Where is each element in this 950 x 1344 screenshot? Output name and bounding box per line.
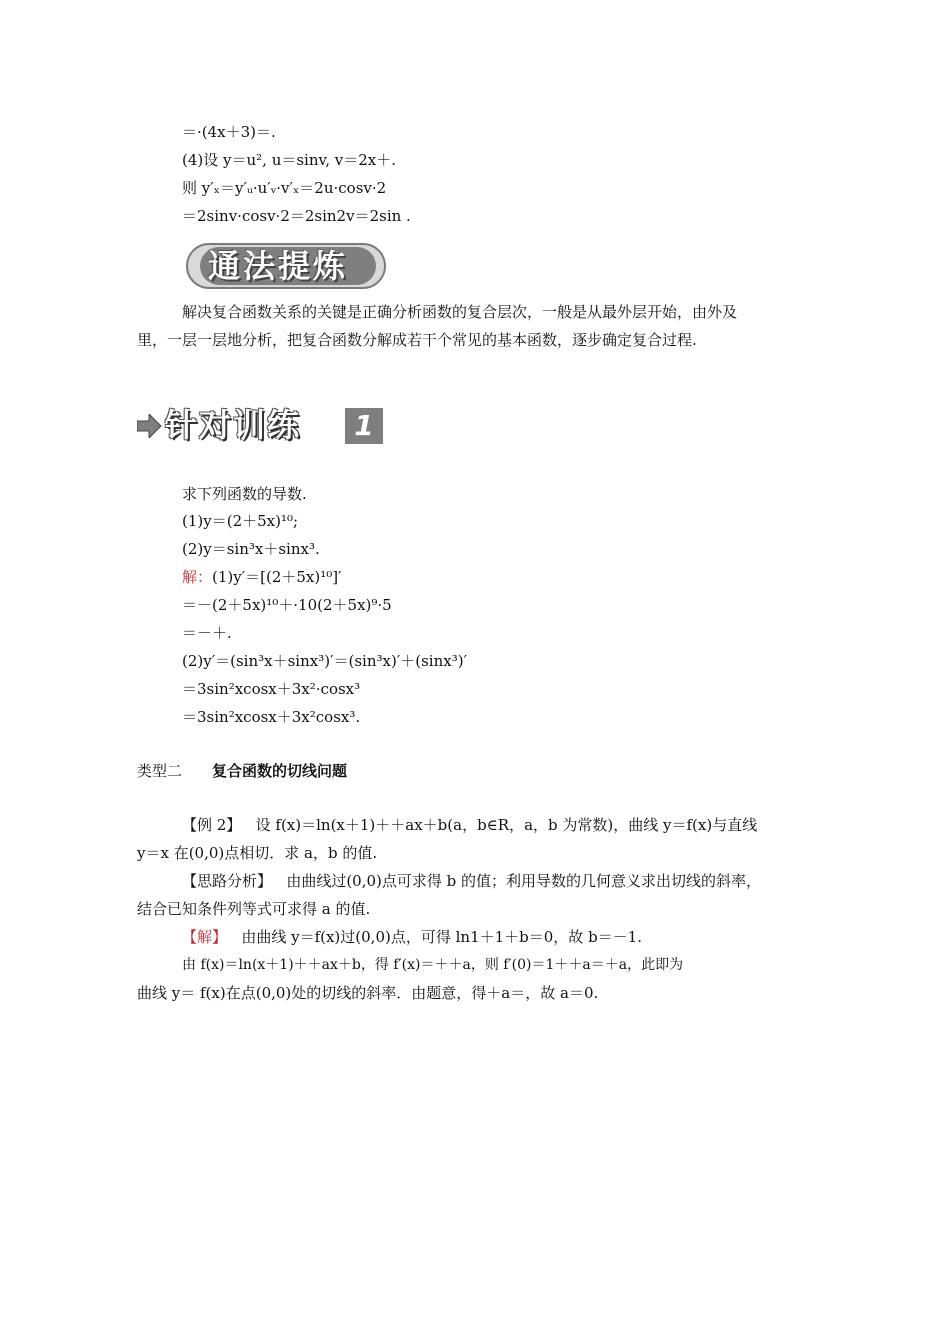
- example2-solution-tag: 【解】: [182, 928, 228, 946]
- example2-solution-text: 由曲线 y＝f(x)过(0,0)点，可得 ln1＋1＋b＝0，故 b＝－1.: [241, 928, 642, 946]
- method-summary-badge: [186, 243, 392, 293]
- example2-tag: 【例 2】: [182, 816, 242, 834]
- practice-number: 1: [345, 408, 383, 444]
- example2-solution-line-3: 曲线 y＝ f(x)在点(0,0)处的切线的斜率．由题意，得＋a＝，故 a＝0.: [137, 984, 599, 1002]
- method-text-line-1: 解决复合函数关系的关键是正确分析函数的复合层次，一般是从最外层开始，由外及: [182, 303, 738, 321]
- analysis-line-1: [182, 871, 761, 891]
- derivation-line-4: ＝2sinv·cosv·2＝2sin2v＝2sin .: [182, 207, 411, 225]
- practice-solution-line-2: ＝－(2＋5x)¹⁰＋·10(2＋5x)⁹·5: [182, 596, 392, 614]
- practice-question-1: (1)y＝(2＋5x)¹⁰;: [182, 512, 299, 530]
- analysis-tag: 【思路分析】: [182, 872, 273, 890]
- analysis-line-2: 结合已知条件列等式可求得 a 的值.: [137, 900, 371, 918]
- derivation-line-2: (4)设 y＝u², u＝sinv, v＝2x＋.: [182, 151, 396, 169]
- practice-solution-line-4: (2)y′＝(sin³x＋sinx³)′＝(sin³x)′＋(sinx³)′: [182, 652, 467, 670]
- example2-line-2: y＝x 在(0,0)点相切．求 a，b 的值.: [137, 844, 378, 862]
- practice-prompt: 求下列函数的导数.: [182, 485, 307, 503]
- practice-solution-line-1: [182, 567, 342, 587]
- method-text-line-2: 里，一层一层地分析，把复合函数分解成若干个常见的基本函数，逐步确定复合过程.: [137, 331, 697, 349]
- analysis-text: 由曲线过(0,0)点可求得 b 的值；利用导数的几何意义求出切线的斜率，: [286, 872, 762, 890]
- example2-solution-line-2: 由 f(x)＝ln(x＋1)＋＋ax＋b，得 f′(x)＝＋＋a，则 f′(0)＝1＋＋a＝＋a，此即为: [182, 957, 684, 973]
- example2-line-1: [182, 815, 757, 835]
- practice-solution-line-5: ＝3sin²xcosx＋3x²·cosx³: [182, 680, 361, 698]
- practice-solution-line-6: ＝3sin²xcosx＋3x²cosx³.: [182, 708, 361, 726]
- arrow-right-icon: [137, 414, 163, 438]
- practice-title: 针对训练: [165, 406, 302, 444]
- example2-solution-line-1: [182, 927, 642, 947]
- solution-label: 解：: [182, 568, 213, 586]
- type2-label: 类型二: [137, 762, 183, 780]
- method-summary-title: 通法提炼: [208, 247, 349, 285]
- practice-badge: [137, 404, 387, 448]
- practice-solution-line-3: ＝－＋.: [182, 624, 232, 642]
- solution-text: (1)y′＝[(2＋5x)¹⁰]′: [212, 568, 342, 586]
- example2-text: 设 f(x)＝ln(x＋1)＋＋ax＋b(a，b∈R，a，b 为常数)，曲线 y＝f(x)与直线: [255, 816, 758, 834]
- derivation-line-1: ＝·(4x＋3)＝.: [182, 123, 276, 141]
- derivation-line-3: 则 y′ₓ＝y′ᵤ·u′ᵥ·v′ₓ＝2u·cosv·2: [182, 179, 387, 197]
- type2-title: 复合函数的切线问题: [212, 762, 348, 780]
- practice-question-2: (2)y＝sin³x＋sinx³.: [182, 540, 320, 558]
